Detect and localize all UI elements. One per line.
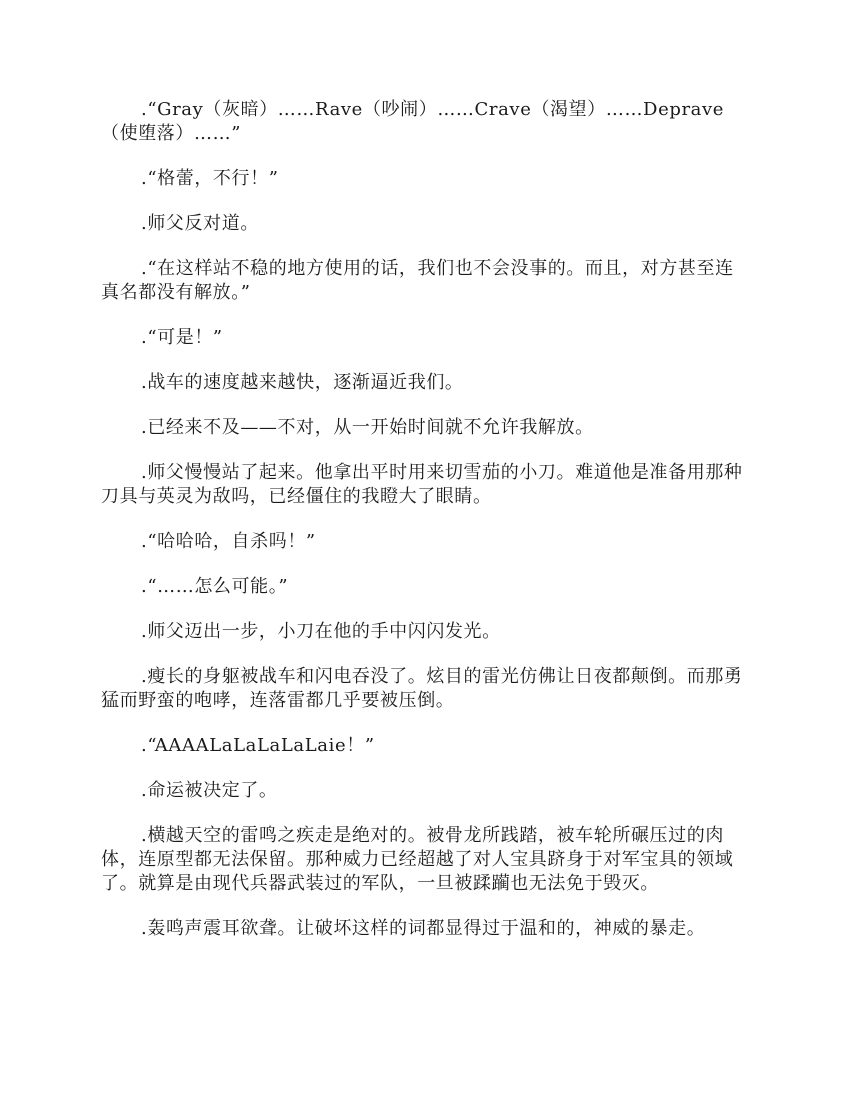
paragraph-2: .“格蕾，不行！” (141, 168, 279, 189)
paragraph-5: .“可是！” (141, 327, 223, 348)
document-page (101, 98, 749, 962)
paragraph-3: .师父反对道。 (141, 213, 259, 234)
paragraph-9: .“哈哈哈，自杀吗！” (141, 531, 316, 552)
paragraph-12: .瘦长的身躯被战车和闪电吞没了。炫目的雷光仿佛让日夜都颠倒。而那勇猛而野蛮的咆哮，连落雷都几乎要被压倒。 (101, 666, 743, 711)
paragraph-10: .“……怎么可能。” (141, 576, 289, 597)
paragraph-15: .横越天空的雷鸣之疾走是绝对的。被骨龙所践踏，被车轮所碾压过的肉体，连原型都无法保留。那种威力已经超越了对人宝具跻身于对军宝具的领域了。就算是由现代兵器武装过的军队，一旦被蹂躏也无法免于毁灭。 (101, 825, 734, 894)
paragraph-8: .师父慢慢站了起来。他拿出平时用来切雪茄的小刀。难道他是准备用那种刀具与英灵为敌吗，已经僵住的我瞪大了眼睛。 (101, 462, 743, 507)
paragraph-16: .轰鸣声震耳欲聋。让破坏这样的词都显得过于温和的，神威的暴走。 (141, 918, 706, 939)
paragraph-6: .战车的速度越来越快，逐渐逼近我们。 (141, 372, 464, 393)
paragraph-4: .“在这样站不稳的地方使用的话，我们也不会没事的。而且，对方甚至连真名都没有解放。” (101, 258, 734, 303)
paragraph-7: .已经来不及——不对，从一开始时间就不允许我解放。 (141, 417, 594, 438)
paragraph-14: .命运被决定了。 (141, 780, 278, 801)
paragraph-11: .师父迈出一步，小刀在他的手中闪闪发光。 (141, 621, 501, 642)
paragraph-1: .“Gray（灰暗）……Rave（吵闹）……Crave（渴望）……Deprave（使堕落）……” (101, 99, 725, 144)
paragraph-13: .“AAAALaLaLaLaLaie！” (141, 735, 375, 756)
